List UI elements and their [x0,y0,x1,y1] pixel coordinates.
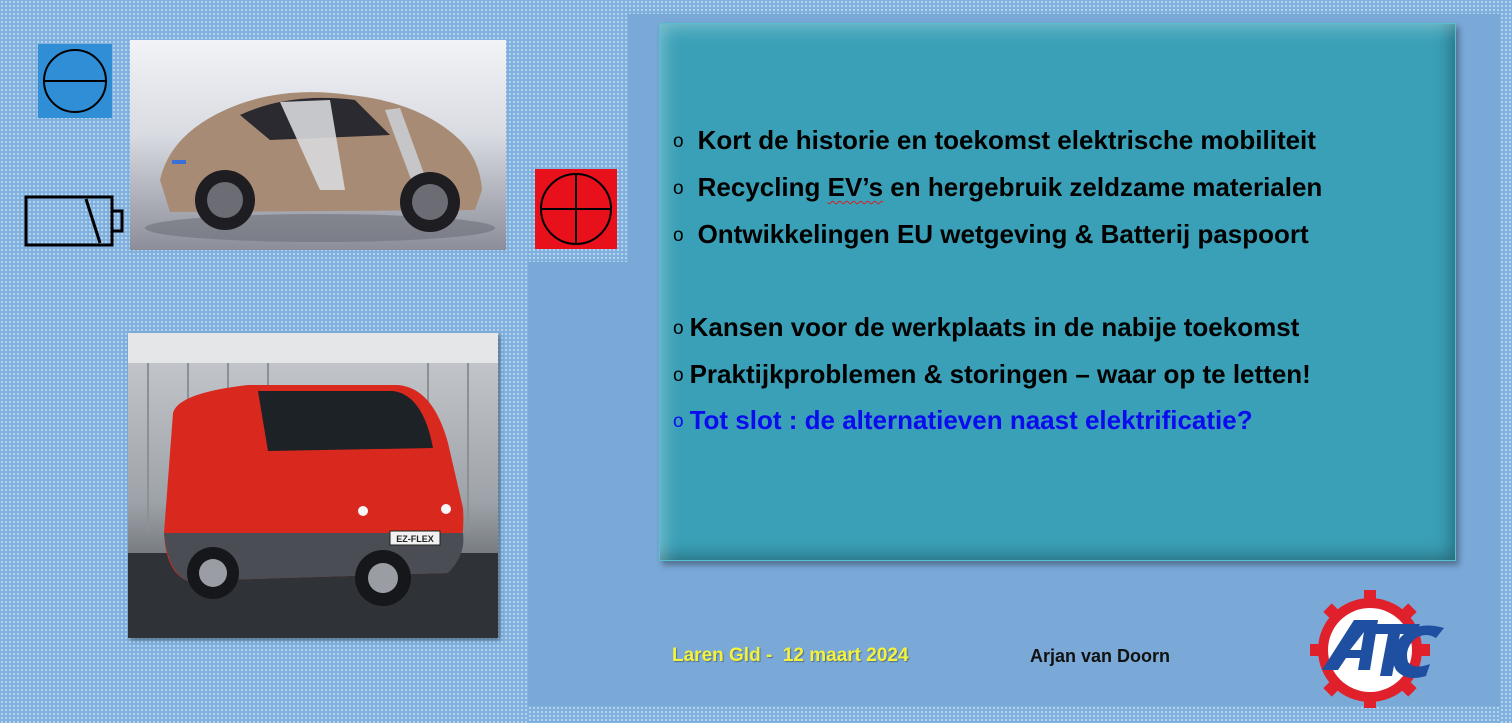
bullet-marker: o [673,365,684,386]
bullet-marker: o [673,225,684,246]
bullet-marker: o [673,131,684,152]
atc-logo [1308,590,1450,708]
bullet-marker: o [673,178,684,199]
agenda-item-highlight [673,405,1253,436]
plus-symbol-box [535,169,617,249]
agenda-panel [659,23,1456,561]
background-texture-bottom [528,706,1512,723]
footer-author: Arjan van Doorn [1030,646,1171,666]
background-texture-top [528,0,1512,14]
van-license-plate: EZ-FLEX [396,534,434,544]
spellcheck-underlined-word: EV’s [827,172,884,202]
agenda-item-text: en hergebruik zeldzame materialen [883,172,1323,202]
agenda-list [659,23,1456,561]
agenda-item-text: Tot slot : de alternatieven naast elektrificatie? [689,405,1253,435]
agenda-item-text: Praktijkproblemen & storingen – waar op te letten! [689,359,1311,389]
bullet-marker: o [673,411,684,432]
agenda-item [673,312,1299,343]
agenda-item-text: Ontwikkelingen EU wetgeving & Batterij paspoort [697,219,1309,249]
minus-circle-icon [38,44,112,118]
agenda-item [673,219,1309,250]
agenda-item-text: Kansen voor de werkplaats in de nabije toekomst [689,312,1300,342]
bullet-marker: o [673,318,684,339]
agenda-item [673,359,1311,390]
plus-circle-icon [535,169,617,249]
minus-symbol-box [38,44,112,118]
agenda-item-text: Recycling [697,172,828,202]
van-photo [128,333,498,638]
car-photo [130,40,506,250]
background-texture-right [1500,0,1512,723]
agenda-item-text: Kort de historie en toekomst elektrische mobiliteit [697,125,1316,155]
battery-icon [24,195,126,247]
agenda-item [673,172,1322,203]
footer-location-date: Laren Gld - 12 maart 2024 [672,645,909,666]
agenda-item [673,125,1316,156]
